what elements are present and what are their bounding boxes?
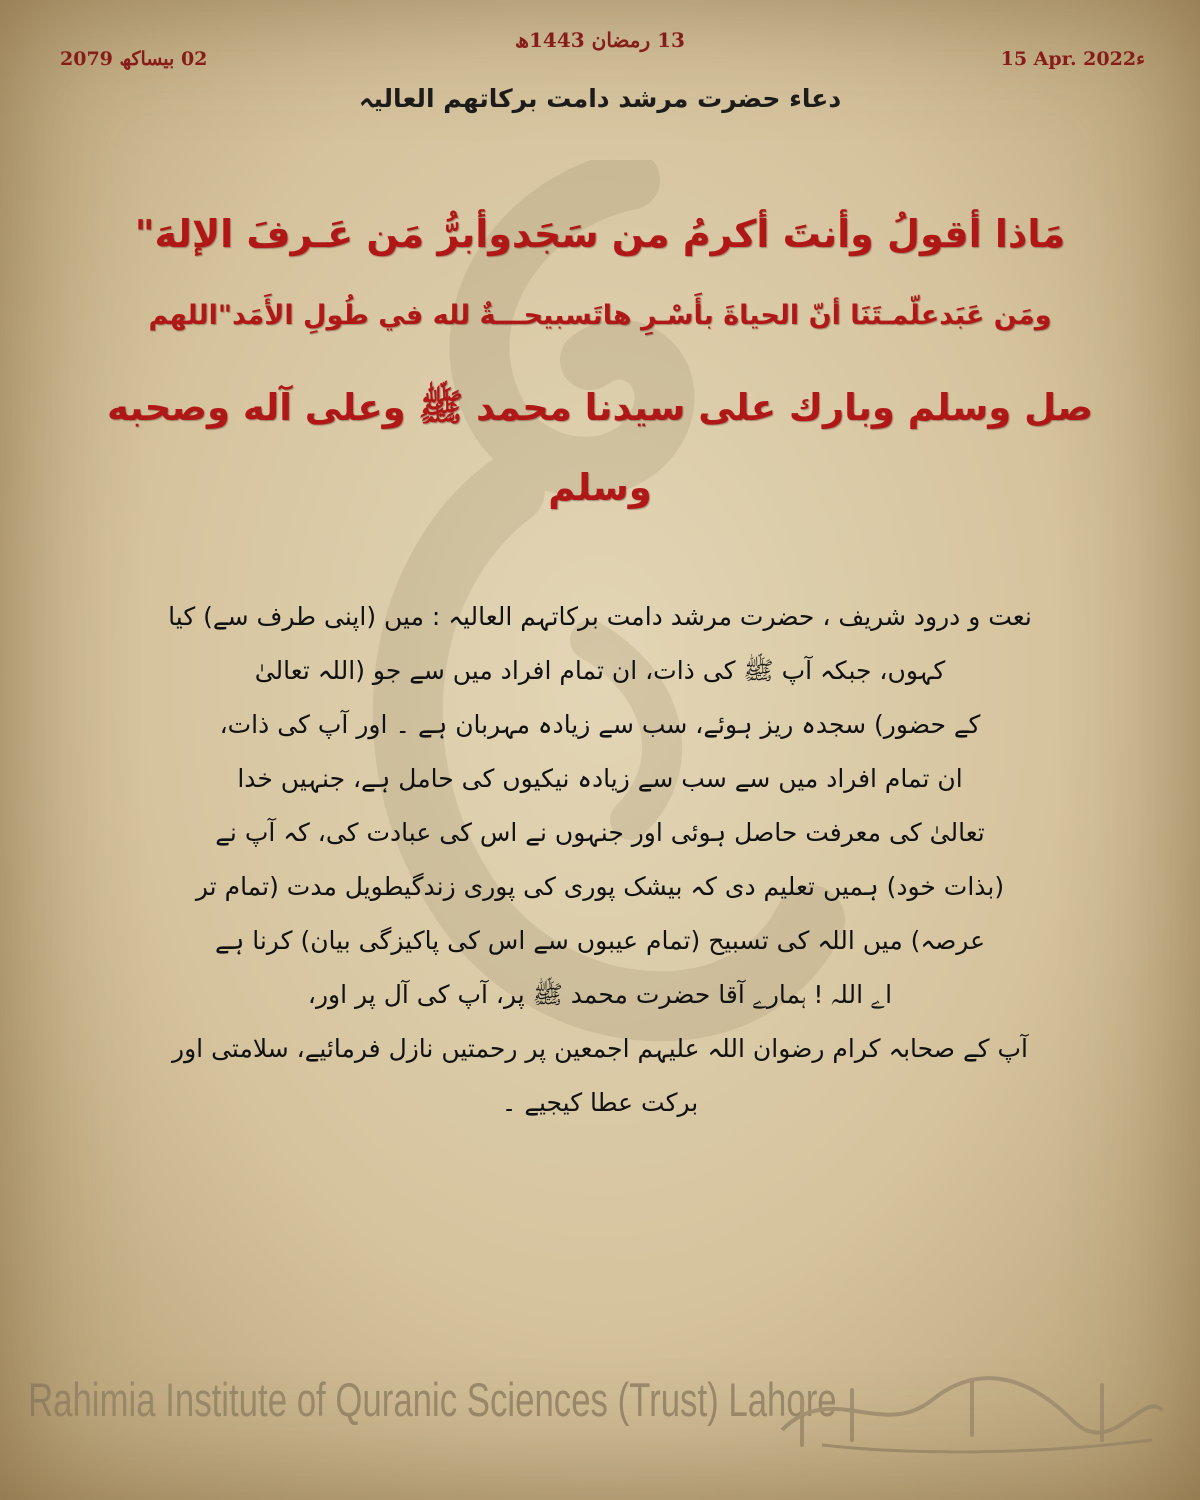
bikrami-date: 02 بیساکھ 2079 (60, 48, 208, 70)
urdu-line: آپ کے صحابہ کرام رضوان اللہ علیہم اجمعین پر رحمتیں نازل فرمائیے، سلامتی اور (172, 1034, 1028, 1063)
urdu-line: برکت عطا کیجیے ۔ (501, 1088, 699, 1117)
urdu-line: اے اللہ ! ہمارے آقا حضرت محمد ﷺ پر، آپ کی آل پر اور، (307, 980, 893, 1009)
hijri-date: 13 رمضان 1443ھ (515, 28, 685, 52)
urdu-line: تعالیٰ کی معرفت حاصل ہوئی اور جنہوں نے اس کی عبادت کی، کہ آپ نے (215, 818, 985, 847)
institute-name: Rahimia Institute of Quranic Sciences (Trust) Lahore (28, 1373, 837, 1426)
urdu-translation (100, 590, 1100, 1130)
urdu-line: کہوں، جبکہ آپ ﷺ کی ذات، ان تمام افراد میں سے جو (اللہ تعالیٰ (254, 656, 946, 685)
arabic-verse-line-2: ومَن عَبَدعلّمـتَنَا أنّ الحياةَ بأَسْـرِ هاتَسبيحـــةٌ لله في طُولِ الأَمَد"اللهم (148, 300, 1052, 331)
urdu-line: ان تمام افراد میں سے سب سے زیادہ نیکیوں کی حامل ہے، جنہیں خدا (237, 764, 963, 793)
urdu-line: (بذات خود) ہمیں تعلیم دی کہ بیشک پوری کی پوری زندگیطویل مدت (تمام تر (195, 872, 1005, 901)
page-title: دعاء حضرت مرشد دامت برکاتھم العالیہ (358, 84, 842, 113)
gregorian-date: 15 Apr. 2022ء (1000, 48, 1145, 70)
institute-logo-calligraphy (772, 1360, 1172, 1455)
urdu-line: عرصہ) میں اللہ کی تسبیح (تمام عیبوں سے اس کی پاکیزگی بیان) کرنا ہے (214, 926, 986, 955)
arabic-verse-line-1: مَاذا أقولُ وأنتَ أكرمُ من سَجَدوأبرُّ مَن عَـرفَ الإلهَ" (134, 212, 1066, 256)
urdu-line: کے حضور) سجدہ ریز ہوئے، سب سے زیادہ مہربان ہے ۔ اور آپ کی ذات، (219, 710, 981, 739)
durood-line: صل وسلم وبارك على سيدنا محمد ﷺ وعلى آله وصحبه وسلم (107, 386, 1093, 509)
urdu-line: نعت و درود شریف ، حضرت مرشد دامت برکاتہم العالیہ : میں (اپنی طرف سے) کیا (168, 602, 1032, 631)
